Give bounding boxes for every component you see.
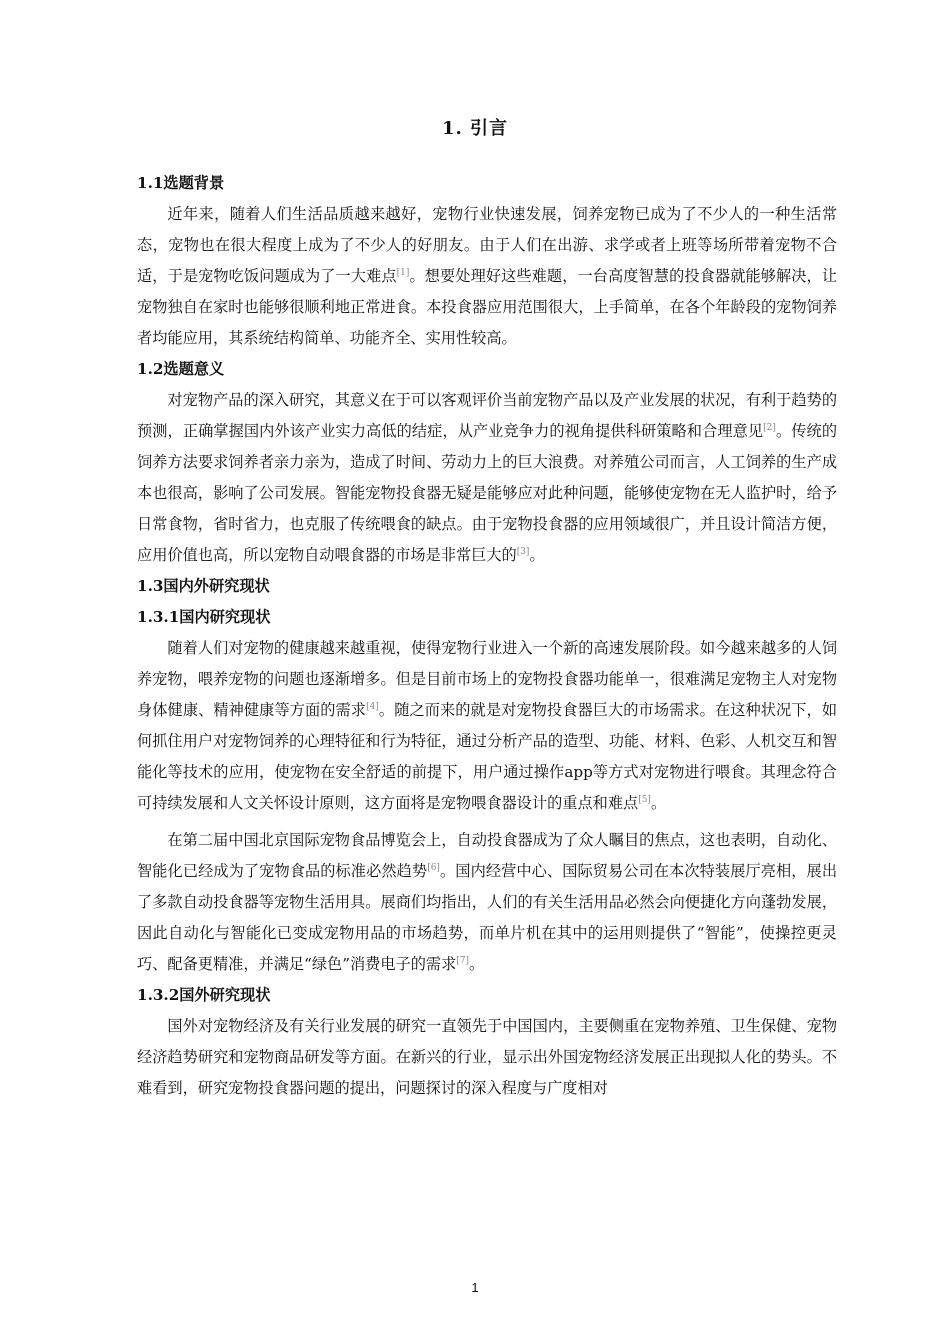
citation-ref: [1]	[396, 268, 410, 278]
section-heading-1-2: 1.2选题意义	[137, 360, 225, 378]
paragraph-text: 随着人们对宠物的健康越来越重视，使得宠物行业进入一个新的高速发展阶段。如今越来越多的人饲养宠物，喂养宠物的问题也逐渐增多。但是目前市场上的宠物投食器功能单一，很难满足宠物主人对宠物身体健康、精神健康等方面的需求	[137, 639, 837, 719]
paragraph-text: 。	[650, 794, 667, 812]
document-body	[137, 168, 837, 1104]
citation-ref: [5]	[638, 795, 651, 805]
paragraph-text: 在第二届中国北京国际宠物食品博览会上，自动投食器成为了众人瞩目的焦点，这也表明，自动化、智能化已经成为了宠物食品的标准必然趋势	[137, 831, 837, 880]
section-heading-1-3-1: 1.3.1国内研究现状	[137, 608, 271, 626]
paragraph-domestic-1	[137, 633, 837, 819]
paragraph-domestic-2	[137, 825, 837, 980]
paragraph-text: 。想要处理好这些难题，一台高度智慧的投食器就能够解决，让宠物独自在家时也能够很顺利地正常进食。本投食器应用范围很大，上手简单，在各个年龄段的宠物饲养者均能应用，其系统结构简单、功能齐全、实用性较高。	[137, 267, 838, 347]
paragraph-text: 近年来，随着人们生活品质越来越好，宠物行业快速发展，饲养宠物已成为了不少人的一种生活常态，宠物也在很大程度上成为了不少人的好朋友。由于人们在出游、求学或者上班等场所带着宠物不合适，于是宠物吃饭问题成为了一大难点	[137, 205, 837, 285]
paragraph-text: 。	[469, 955, 485, 973]
paragraph-text: 国外对宠物经济及有关行业发展的研究一直领先于中国国内，主要侧重在宠物养殖、卫生保健、宠物经济趋势研究和宠物商品研发等方面。在新兴的行业，显示出外国宠物经济发展正出现拟人化的势头。不难看到，研究宠物投食器问题的提出，问题探讨的深入程度与广度相对	[137, 1017, 837, 1097]
paragraph-text: 对宠物产品的深入研究，其意义在于可以客观评价当前宠物产品以及产业发展的状况，有利于趋势的预测，正确掌握国内外该产业实力高低的结症，从产业竞争力的视角提供科研策略和合理意见	[137, 391, 837, 440]
page-title: 1. 引言	[441, 118, 509, 139]
citation-ref: [7]	[456, 956, 470, 966]
section-heading-1-3: 1.3国内外研究现状	[137, 577, 270, 595]
paragraph-foreign	[137, 1011, 837, 1104]
section-heading-1-1: 1.1选题背景	[137, 174, 225, 192]
citation-ref: [6]	[427, 863, 440, 873]
section-heading-1-3-2: 1.3.2国外研究现状	[137, 986, 271, 1004]
paragraph-text: 。	[529, 546, 545, 564]
citation-ref: [2]	[763, 423, 776, 433]
paragraph-text: 。传统的饲养方法要求饲养者亲力亲为，造成了时间、劳动力上的巨大浪费。对养殖公司而言，人工饲养的生产成本也很高，影响了公司发展。智能宠物投食器无疑是能够应对此种问题，能够使宠物在无人监护时，给予日常食物，省时省力，也克服了传统喂食的缺点。由于宠物投食器的应用领域很广，并且设计简洁方便，应用价值也高，所以宠物自动喂食器的市场是非常巨大的	[137, 422, 838, 564]
paragraph-significance	[137, 385, 837, 571]
paragraph-background	[137, 199, 837, 354]
citation-ref: [4]	[366, 702, 379, 712]
paragraph-text: 。国内经营中心、国际贸易公司在本次特装展厅亮相，展出了多款自动投食器等宠物生活用具。展商们均指出，人们的有关生活用品必然会向便捷化方向蓬勃发展，因此自动化与智能化已变成宠物用品的市场趋势，而单片机在其中的运用则提供了“智能”，使操控更灵巧、配备更精准，并满足“绿色”消费电子的需求	[137, 862, 838, 973]
page-number: 1	[471, 1280, 479, 1295]
paragraph-text: 。随之而来的就是对宠物投食器巨大的市场需求。在这种状况下，如何抓住用户对宠物饲养的心理特征和行为特征，通过分析产品的造型、功能、材料、色彩、人机交互和智能化等技术的应用，使宠物在安全舒适的前提下，用户通过操作app等方式对宠物进行喂食。其理念符合可持续发展和人文关怀设计原则，这方面将是宠物喂食器设计的重点和难点	[137, 701, 838, 812]
citation-ref: [3]	[516, 547, 530, 557]
